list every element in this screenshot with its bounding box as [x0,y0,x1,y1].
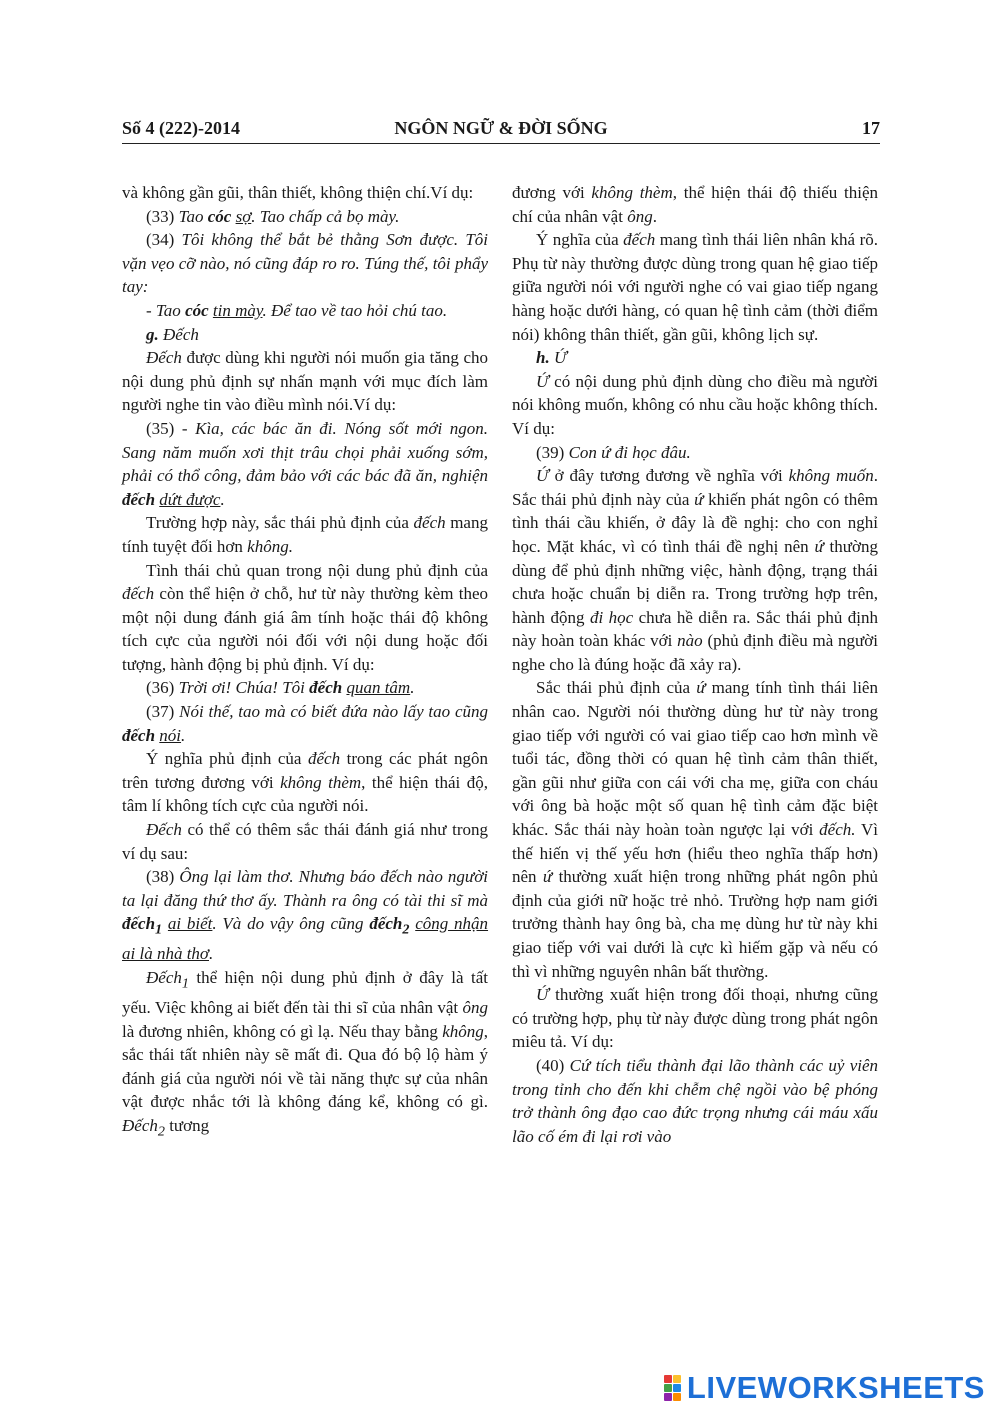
paragraph: (35) - Kìa, các bác ăn đi. Nóng sốt mới ngon. Sang năm muốn xơi thịt trâu chọi phải xuống sớm, phải có thổ công, đảm bảo với các bác đã ăn, nghiện đếch dứt được. [122,418,488,509]
paragraph: Đếch$_1$ thể hiện nội dung phủ định ở đây là tất yếu. Việc không ai biết đến tài thi sĩ của nhân vật ông là đương nhiên, không có gì lạ. Nếu thay bằng không, sắc thái tất nhiên này sẽ mất đi. Qua đó bộ lộ hàm ý đánh giá của người nói về tài năng thực sự của nhân vật được nhắc tới là không đáng kể, không có gì. Đếch$_2$ tương [122,967,488,1140]
logo-square [664,1384,672,1392]
paragraph: Đếch được dùng khi người nói muốn gia tăng cho nội dung phủ định sự nhấn mạnh với mục đích làm người nghe tin vào điều mình nói.Ví dụ: [122,348,488,415]
paragraph: g. Đếch [146,324,199,344]
page-number: 17 [862,118,880,138]
paragraph: Ứ có nội dung phủ định dùng cho điều mà người nói không muốn, không có nhu cầu hoặc không thích. Ví dụ: [512,371,878,438]
paragraph: Ý nghĩa của đếch mang tình thái liên nhân khá rõ. Phụ từ này thường được dùng trong quan hệ giao tiếp giữa người nói với người nghe có vai giao tiếp ngang hàng hoặc dưới hàng, có quan hệ tình cảm (thời điểm nói) không thân thiết, gần gũi, không lịch sự. [512,230,878,344]
liveworksheets-logo-icon [664,1375,681,1401]
paragraph: và không gần gũi, thân thiết, không thiện chí.Ví dụ: [122,183,474,202]
running-header [122,118,880,142]
logo-square [673,1393,681,1401]
paragraph: Đếch có thể có thêm sắc thái đánh giá như trong ví dụ sau: [122,820,488,863]
journal-title: NGÔN NGỮ & ĐỜI SỐNG [394,118,608,138]
paragraph: - Tao cóc tin mày. Để tao về tao hỏi chú tao. [146,300,448,320]
paragraph: (36) Trời ơi! Chúa! Tôi đếch quan tâm. [146,678,415,698]
paragraph: Trường hợp này, sắc thái phủ định của đếch mang tính tuyệt đối hơn không. [122,513,488,556]
paragraph: Ứ thường xuất hiện trong đối thoại, nhưng cũng có trường hợp, phụ từ này được dùng trong phát ngôn miêu tả. Ví dụ: [512,985,878,1052]
paragraph: (33) Tao cóc sợ. Tao chấp cả bọ mày. [146,206,400,226]
paragraph: Tình thái chủ quan trong nội dung phủ định của đếch còn thể hiện ở chỗ, hư từ này thường kèm theo một nội dung đánh giá âm tính hoặc thái độ không tích cực của người nói đối với nội dung hoặc đối tượng, hành động bị phủ định. Ví dụ: [122,560,488,674]
paragraph: (40) Cứ tích tiểu thành đại lão thành các uỷ viên trong tỉnh cho đến khi chễm chệ ngồi vào bệ phóng trở thành ông đạo cao đức trọng nhưng cái máu xấu lão cố ém đi lại rơi vào [512,1055,879,1146]
left-column [122,181,488,1144]
logo-square [664,1375,672,1383]
paragraph: h. Ứ [536,348,567,368]
brand-name: LIVEWORKSHEETS [686,1370,985,1405]
paragraph: (39) Con ứ đi học đâu. [536,442,691,462]
paragraph: Ứ ở đây tương đương về nghĩa với không muốn. Sắc thái phủ định này của ứ khiến phát ngôn có thêm tình thái cầu khiến, ở đây là đề nghị: cho con nghỉ học. Mặt khác, vì có tình thái đề nghị nên ứ thường dùng để phủ định những việc, hành động, trạng thái chưa hoặc chuẩn bị diễn ra. Trong trường hợp trên, hành động đi học chưa hề diễn ra. Sắc thái phủ định này hoàn toàn khác với nào (phủ định điều mà người nghe cho là đúng hoặc đã xảy ra). [512,466,879,674]
paragraph: (37) Nói thế, tao mà có biết đứa nào lấy tao cũng đếch nói. [122,702,488,745]
liveworksheets-brand[interactable] [664,1372,985,1404]
issue-number: Số 4 (222)-2014 [122,118,240,138]
header-rule [122,143,880,144]
right-column [512,181,878,1148]
paragraph: (38) Ông lại làm thơ. Nhưng báo đếch nào người ta lại đăng thứ thơ ấy. Thành ra ông có tài thi sĩ mà đếch$_1$ ai biết. Và do vậy ông cũng đếch$_2$ công nhận ai là nhà thơ. [122,867,489,964]
paragraph: Ý nghĩa phủ định của đếch trong các phát ngôn trên tương đương với không thèm, thể hiện thái độ, tâm lí không tích cực của người nói. [122,749,488,816]
paragraph: Sắc thái phủ định của ứ mang tính tình thái liên nhân cao. Người nói thường dùng hư từ này trong giao tiếp với người có vai giao tiếp cao hơn mình về tuổi tác, đồng thời có quan hệ tình cảm thân thiết, gần gũi như giữa con cái với cha mẹ, giữa con cháu với ông bà hoặc một số quan hệ tình cảm đặc biệt khác. Sắc thái này hoàn toàn ngược lại với đếch. Vì thế hiến vị thế yếu hơn (hiểu theo nghĩa thấp hơn) nên ứ thường xuất hiện trong những phát ngôn phủ định của giới nữ hoặc trẻ nhỏ. Trường hợp nam giới trưởng thành hay ông bà, cha mẹ dùng hư từ này khi giao tiếp với vai dưới là cực kì hiếm gặp và nếu có thì vì những nguyên nhân bất thường. [512,678,878,981]
logo-square [664,1393,672,1401]
logo-square [673,1384,681,1392]
logo-square [673,1375,681,1383]
paragraph: (34) Tôi không thể bắt bẻ thằng Sơn được. Tôi vặn vẹo cỡ nào, nó cũng đáp ro ro. Túng thế, tôi phẩy tay: [122,230,489,297]
paragraph: đương với không thèm, thể hiện thái độ thiếu thiện chí của nhân vật ông. [512,183,879,226]
